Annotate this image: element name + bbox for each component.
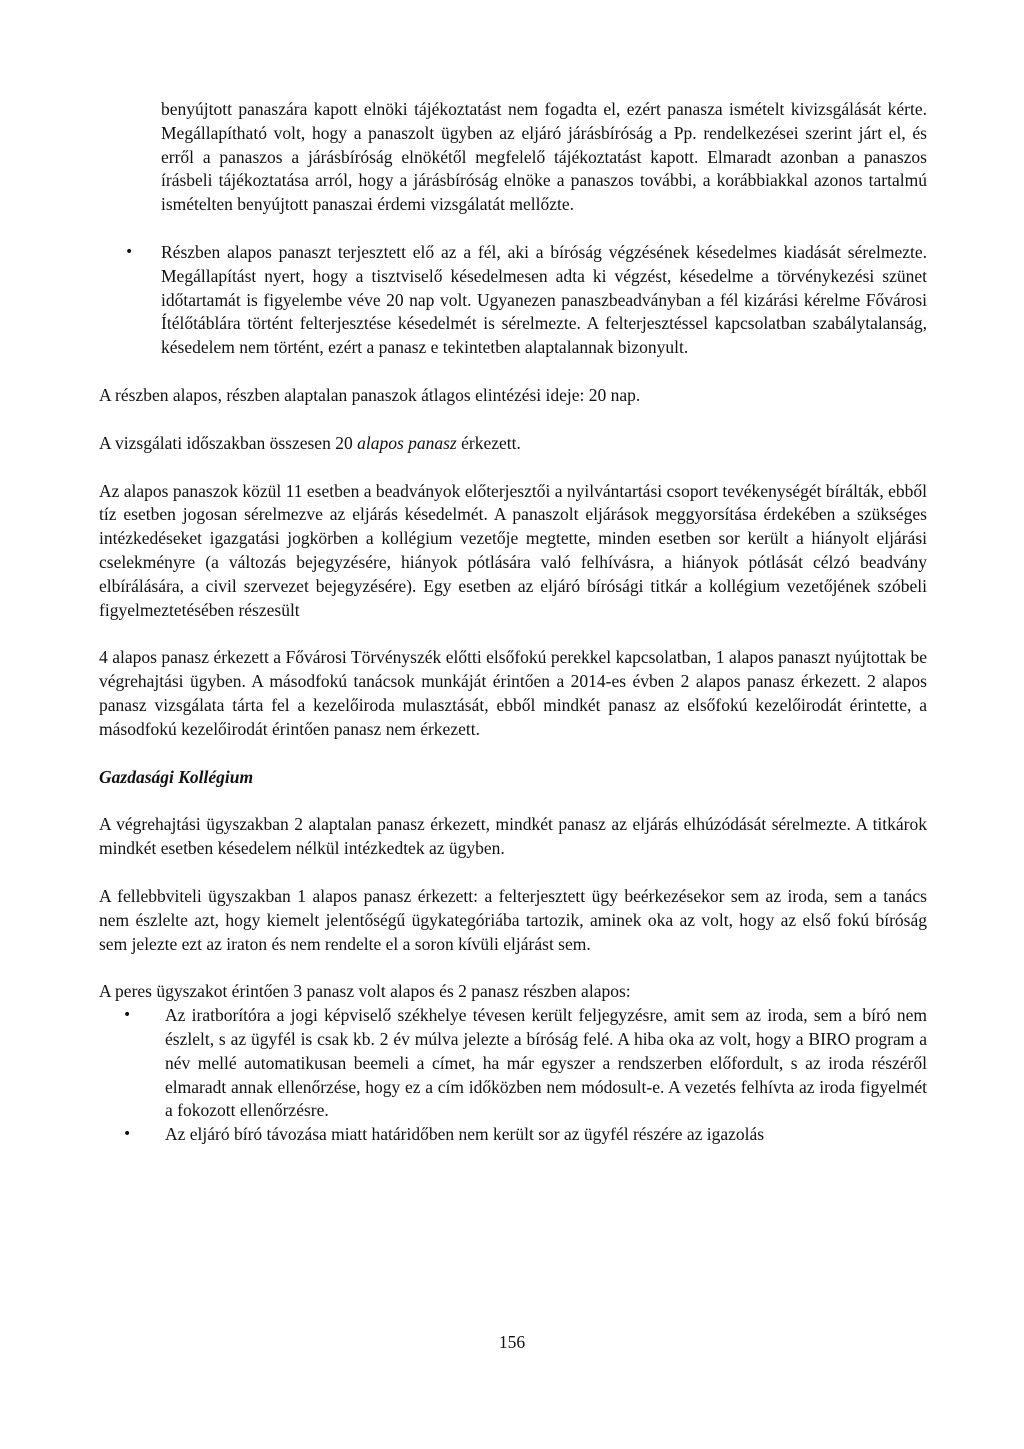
paragraph-appeal: A fellebbviteli ügyszakban 1 alapos panasz érkezett: a felterjesztett ügy beérkezésekor sem az iroda, sem a tanács nem észlelte azt, hogy kiemelt jelentőségű ügykategóriába tartozik, aminek oka az volt, hogy az első fokú bíróság sem jelezte ezt az iraton és nem rendelte el a soron kívüli eljárást sem.: [99, 885, 927, 954]
paragraph-total-founded: A vizsgálati időszakban összesen 20 alapos panasz érkezett.: [99, 432, 521, 453]
bullet-icon: •: [123, 1126, 132, 1143]
paragraph-court-complaints: 4 alapos panasz érkezett a Fővárosi Törvényszék előtti elsőfokú perekkel kapcsolatban, 1 alapos panaszt nyújtottak be végrehajtási ügyben. A másodfokú tanácsok munkáját érintően a 2014-es évben 2 alapos panasz érkezett. 2 alapos panasz vizsgálata tárta fel a kezelőiroda mulasztását, ebből mindkét panasz az elsőfokú kezelőirodát érintette, a másodfokú kezelőirodát érintően panasz nem érkezett.: [99, 647, 927, 739]
paragraph-litigation-intro: A peres ügyszakot érintően 3 panasz volt alapos és 2 panasz részben alapos:: [99, 981, 631, 1002]
bullet-icon: •: [123, 1007, 132, 1024]
bullet-item-judge-departure: [123, 1123, 927, 1147]
bullet-item-partially-founded: [125, 241, 927, 360]
section-heading: Gazdasági Kollégium: [99, 766, 254, 787]
bullet-icon: •: [125, 243, 134, 260]
bullet-text: Az eljáró bíró távozása miatt határidőben nem került sor az ügyfél részére az igazolás: [165, 1124, 765, 1145]
paragraph-enforcement: A végrehajtási ügyszakban 2 alaptalan panasz érkezett, mindkét panasz az eljárás elhúzódását sérelmezte. A titkárok mindkét esetben késedelem nélkül intézkedtek az ügyben.: [99, 814, 927, 859]
emphasis-founded-complaint: alapos panasz: [357, 432, 457, 453]
bullet-text: Részben alapos panaszt terjesztett elő az a fél, aki a bíróság végzésének késedelmes kiadását sérelmezte. Megállapítást nyert, hogy a tisztviselő késedelmesen adta ki végzést, késedelme a törvénykezési szünet időtartamát is figyelembe véve 20 nap volt. Ugyanezen panaszbeadványban a fél kizárási kérelme Fővárosi Ítélőtáblára történt felterjesztése késedelmét is sérelmezte. A felterjesztéssel kapcsolatban szabálytalanság, késedelem nem történt, ezért a panasz e tekintetben alaptalannak bizonyult.: [161, 241, 927, 358]
bullet-item-file-cover: [123, 1004, 927, 1123]
paragraph-founded-details: Az alapos panaszok közül 11 esetben a beadványok előterjesztői a nyilvántartási csoport tevékenységét bírálták, ebből tíz esetben jogosan sérelmezve az eljárás késedelmét. A panaszolt eljárások meggyorsítása érdekében a szükséges intézkedéseket igazgatási jogkörben a kollégium vezetője megtette, minden esetben sor került a hiányolt eljárási cselekményre (a változás bejegyzésére, hiányok pótlására való felhívásra, a hiányok pótlását célzó beadvány elbírálására, a civil szervezet bejegyzésére). Egy esetben az eljáró bírósági titkár a kollégium vezetőjének szóbeli figyelmeztetésében részesült: [99, 480, 927, 620]
bullet-text: Az iratborítóra a jogi képviselő székhelye tévesen került feljegyzésre, amit sem az iroda, sem a bíró nem észlelt, s az ügyfél is csak kb. 2 év múlva jelezte a bíróság felé. A hiba oka az volt, hogy a BIRO program a név mellé automatikusan beemeli a címet, ha már egyszer a rendszerben előfordult, s az iroda részéről elmaradt annak ellenőrzése, hogy ez a cím időközben nem módosult-e. A vezetés felhívta az iroda figyelmét a fokozott ellenőrzésre.: [165, 1005, 927, 1121]
paragraph-continued-complaint: benyújtott panaszára kapott elnöki tájékoztatást nem fogadta el, ezért panasza ismételt kivizsgálását kérte. Megállapítható volt, hogy a panaszolt ügyben az eljáró járásbíróság a Pp. rendelkezései szerint járt el, és erről a panaszos a járásbíróság elnökétől megfelelő tájékoztatást kapott. Elmaradt azonban a panaszos írásbeli tájékoztatása arról, hogy a járásbíróság elnöke a panaszos további, a korábbiakkal azonos tartalmú ismételten benyújtott panaszai érdemi vizsgálatát mellőzte.: [161, 99, 927, 215]
document-page: [99, 98, 927, 1147]
paragraph-average-time: A részben alapos, részben alaptalan panaszok átlagos elintézési ideje: 20 nap.: [99, 384, 641, 405]
page-number: 156: [498, 1332, 526, 1352]
